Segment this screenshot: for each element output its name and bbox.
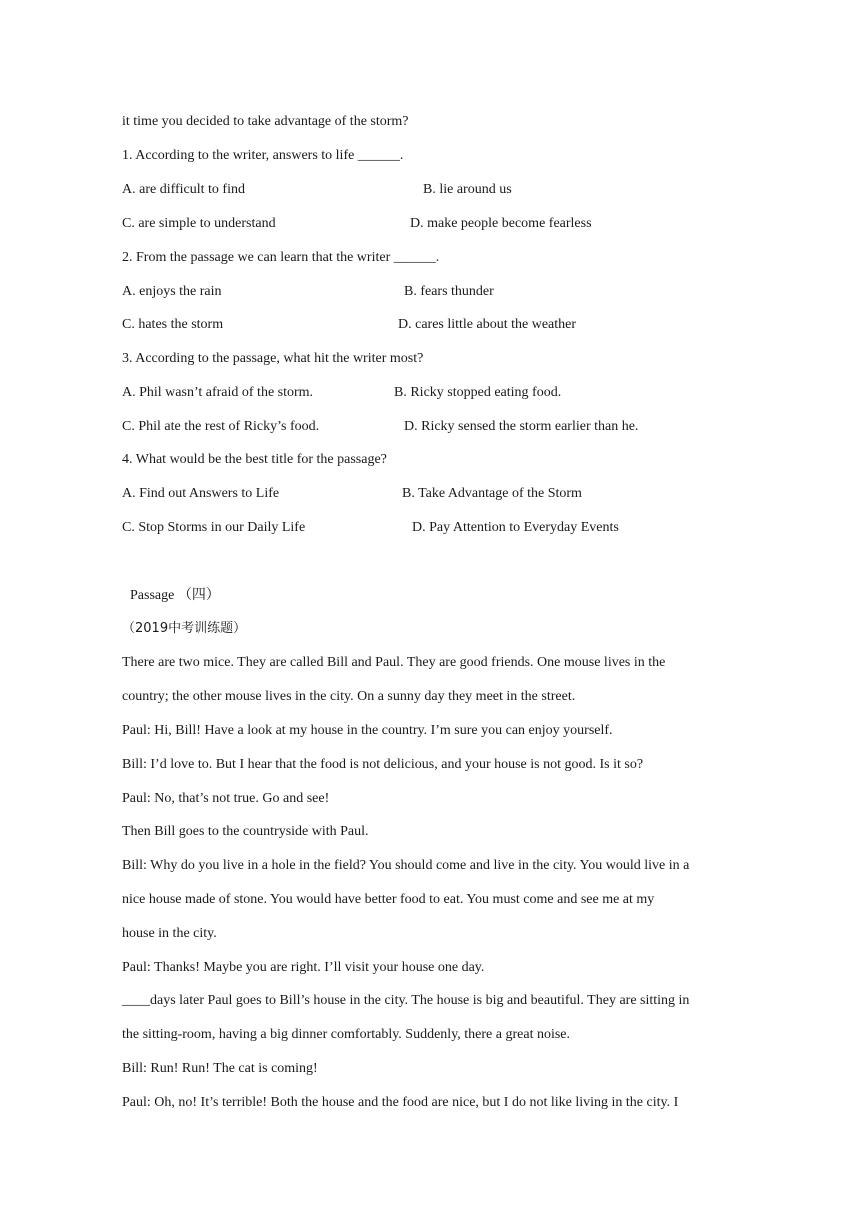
- previous-passage-last-line: it time you decided to take advantage of the storm?: [122, 114, 409, 129]
- question-1-stem: 1. According to the writer, answers to life ______.: [122, 148, 404, 163]
- passage-line: nice house made of stone. You would have better food to eat. You must come and see me at my: [122, 892, 655, 907]
- question-4-option-d: D. Pay Attention to Everyday Events: [412, 520, 619, 535]
- passage-line: Paul: Hi, Bill! Have a look at my house in the country. I’m sure you can enjoy yourself.: [122, 723, 613, 738]
- passage-line: Bill: Why do you live in a hole in the field? You should come and live in the city. You would live in a: [122, 858, 690, 873]
- question-3-option-d: D. Ricky sensed the storm earlier than he.: [404, 419, 639, 434]
- question-4-option-c: C. Stop Storms in our Daily Life: [122, 520, 306, 535]
- passage-source: （2019中考训练题）: [122, 621, 247, 636]
- question-2-option-d: D. cares little about the weather: [398, 317, 577, 332]
- passage-line: Paul: Thanks! Maybe you are right. I’ll visit your house one day.: [122, 960, 485, 975]
- question-3-option-b: B. Ricky stopped eating food.: [394, 385, 562, 400]
- passage-line: Bill: I’d love to. But I hear that the food is not delicious, and your house is not good. Is it so?: [122, 757, 644, 772]
- question-4-option-b: B. Take Advantage of the Storm: [402, 486, 582, 501]
- passage-line: There are two mice. They are called Bill and Paul. They are good friends. One mouse lives in the: [122, 655, 666, 670]
- passage-line: house in the city.: [122, 926, 217, 941]
- question-4-option-a: A. Find out Answers to Life: [122, 486, 280, 501]
- passage-line: Then Bill goes to the countryside with Paul.: [122, 824, 369, 839]
- question-2-stem: 2. From the passage we can learn that the writer ______.: [122, 250, 440, 265]
- passage-heading: Passage （四）: [130, 588, 220, 603]
- question-3-option-a: A. Phil wasn’t afraid of the storm.: [122, 385, 314, 400]
- question-3-stem: 3. According to the passage, what hit the writer most?: [122, 351, 424, 366]
- passage-line: Bill: Run! Run! The cat is coming!: [122, 1061, 318, 1076]
- passage-line: ____days later Paul goes to Bill’s house in the city. The house is big and beautiful. They are sitting in: [122, 993, 690, 1008]
- passage-line: the sitting-room, having a big dinner comfortably. Suddenly, there a great noise.: [122, 1027, 571, 1042]
- question-2-option-c: C. hates the storm: [122, 317, 224, 332]
- question-1-option-b: B. lie around us: [423, 182, 512, 197]
- question-1-option-c: C. are simple to understand: [122, 216, 276, 231]
- question-1-option-d: D. make people become fearless: [410, 216, 592, 231]
- question-2-option-b: B. fears thunder: [404, 284, 494, 299]
- passage-line: country; the other mouse lives in the city. On a sunny day they meet in the street.: [122, 689, 576, 704]
- question-4-stem: 4. What would be the best title for the passage?: [122, 452, 387, 467]
- question-3-option-c: C. Phil ate the rest of Ricky’s food.: [122, 419, 320, 434]
- question-2-option-a: A. enjoys the rain: [122, 284, 222, 299]
- question-1-option-a: A. are difficult to find: [122, 182, 245, 197]
- passage-line: Paul: No, that’s not true. Go and see!: [122, 791, 330, 806]
- passage-line: Paul: Oh, no! It’s terrible! Both the house and the food are nice, but I do not like living in the city. I: [122, 1095, 679, 1110]
